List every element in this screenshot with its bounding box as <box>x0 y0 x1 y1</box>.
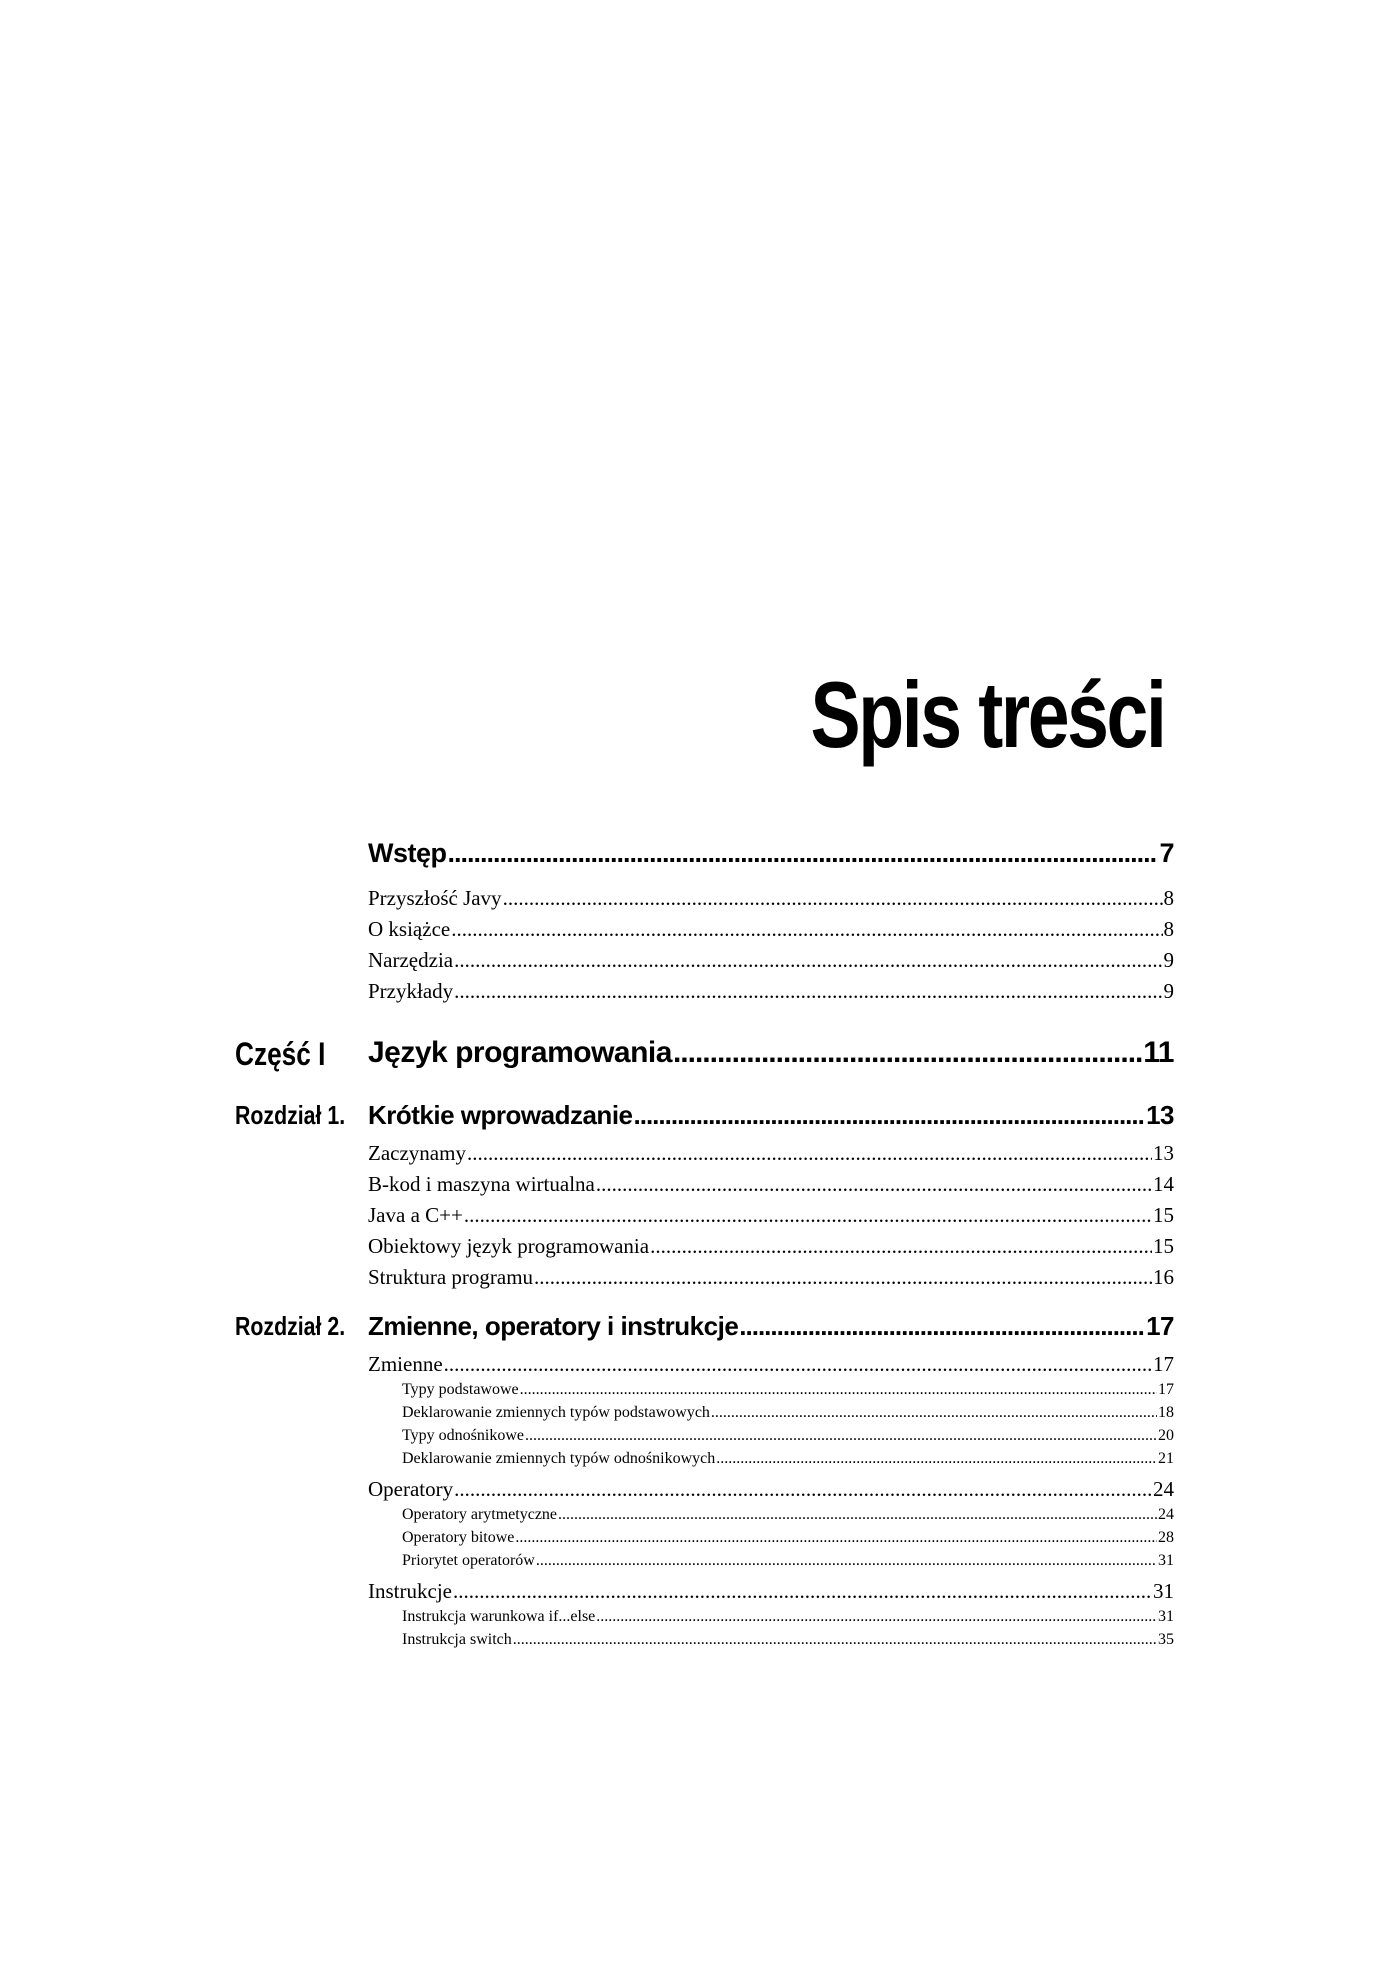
toc-leader-dots <box>453 1579 1152 1604</box>
toc-subentry[interactable] <box>402 1552 1174 1570</box>
toc-leader-dots <box>513 1631 1157 1649</box>
toc-entry-title: Język programowania <box>368 1036 672 1069</box>
toc-page-number: 21 <box>1158 1450 1174 1467</box>
toc-entry[interactable] <box>368 1477 1174 1502</box>
toc-entry[interactable] <box>368 1141 1174 1166</box>
toc-leader-dots <box>454 1477 1152 1502</box>
toc-leader-dots <box>716 1450 1157 1468</box>
toc-entry-title: Narzędzia <box>368 948 454 972</box>
chapter-label: Rozdział 1. <box>235 1100 346 1130</box>
toc-entry-title: Operatory arytmetyczne <box>402 1506 558 1523</box>
toc-page-number: 18 <box>1158 1404 1174 1421</box>
toc-entry[interactable] <box>368 1203 1174 1228</box>
toc-entry[interactable] <box>368 1172 1174 1197</box>
toc-page-number: 15 <box>1153 1234 1174 1258</box>
toc-page-number: 31 <box>1158 1552 1174 1569</box>
toc-leader-dots <box>536 1552 1157 1570</box>
toc-page-number: 13 <box>1146 1100 1174 1130</box>
toc-entry-title: Obiektowy język programowania <box>368 1234 650 1258</box>
toc-subentry[interactable] <box>402 1608 1174 1626</box>
toc-entry-title: Operatory bitowe <box>402 1529 515 1546</box>
toc-page-number: 9 <box>1163 979 1174 1003</box>
toc-subentry[interactable] <box>402 1427 1174 1445</box>
toc-leader-dots <box>673 1036 1142 1070</box>
toc-entry-title: Instrukcja warunkowa if...else <box>402 1608 596 1625</box>
toc-entry[interactable] <box>368 948 1174 973</box>
toc-page-number: 13 <box>1153 1141 1174 1165</box>
toc-leader-dots <box>444 1352 1152 1377</box>
toc-page-number: 24 <box>1158 1506 1174 1523</box>
toc-entry-title: Zaczynamy <box>368 1141 466 1165</box>
toc-entry-part-1[interactable] <box>368 1036 1174 1070</box>
toc-entry-title: Krótkie wprowadzanie <box>368 1100 633 1130</box>
toc-entry-title: Zmienne <box>368 1352 443 1376</box>
toc-page-number: 11 <box>1143 1036 1174 1069</box>
toc-entry-title: Zmienne, operatory i instrukcje <box>368 1311 739 1341</box>
toc-subentry[interactable] <box>402 1506 1174 1524</box>
toc-page-number: 31 <box>1153 1579 1174 1603</box>
toc-leader-dots <box>454 979 1162 1004</box>
toc-leader-dots <box>448 838 1159 869</box>
toc-leader-dots <box>454 948 1162 973</box>
toc-page-number: 20 <box>1158 1427 1174 1444</box>
toc-leader-dots <box>503 886 1163 911</box>
toc-entry-title: Przyszłość Javy <box>368 886 502 910</box>
toc-entry-wstep[interactable] <box>368 838 1174 869</box>
toc-page-number: 14 <box>1153 1172 1174 1196</box>
toc-page-number: 8 <box>1163 917 1174 941</box>
toc-entry-title: Wstęp <box>368 838 447 868</box>
toc-entry-title: Przykłady <box>368 979 454 1003</box>
toc-entry-title: B-kod i maszyna wirtualna <box>368 1172 595 1196</box>
toc-leader-dots <box>596 1608 1157 1626</box>
toc-page-number: 17 <box>1153 1352 1174 1376</box>
toc-entry-title: Deklarowanie zmiennych typów podstawowych <box>402 1404 710 1421</box>
toc-page-number: 35 <box>1158 1631 1174 1648</box>
toc-entry-title: Typy odnośnikowe <box>402 1427 524 1444</box>
toc-entry[interactable] <box>368 1234 1174 1259</box>
toc-leader-dots <box>467 1141 1152 1166</box>
toc-entry-title: Java a C++ <box>368 1203 463 1227</box>
toc-leader-dots <box>650 1234 1152 1259</box>
toc-subentry[interactable] <box>402 1450 1174 1468</box>
toc-entry-title: Struktura programu <box>368 1265 534 1289</box>
toc-entry-chapter-2[interactable] <box>368 1311 1174 1342</box>
toc-page-number: 7 <box>1159 838 1174 868</box>
toc-page-number: 17 <box>1146 1311 1174 1341</box>
toc-leader-dots <box>711 1404 1157 1422</box>
toc-leader-dots <box>634 1100 1146 1131</box>
toc-entry-title: Priorytet operatorów <box>402 1552 535 1569</box>
toc-subentry[interactable] <box>402 1404 1174 1422</box>
toc-page-number: 28 <box>1158 1529 1174 1546</box>
toc-entry-chapter-1[interactable] <box>368 1100 1174 1131</box>
toc-leader-dots <box>558 1506 1157 1524</box>
toc-leader-dots <box>451 917 1162 942</box>
toc-subentry[interactable] <box>402 1631 1174 1649</box>
toc-page-number: 24 <box>1153 1477 1174 1501</box>
toc-entry[interactable] <box>368 1352 1174 1377</box>
toc-page-number: 8 <box>1163 886 1174 910</box>
toc-entry[interactable] <box>368 1579 1174 1604</box>
toc-entry-title: Instrukcje <box>368 1579 452 1603</box>
toc-entry[interactable] <box>368 886 1174 911</box>
page-title: Spis treści <box>810 662 1164 767</box>
toc-entry-title: O książce <box>368 917 451 941</box>
toc-page-number: 16 <box>1153 1265 1174 1289</box>
toc-entry[interactable] <box>368 917 1174 942</box>
toc-page-number: 9 <box>1163 948 1174 972</box>
toc-entry[interactable] <box>368 1265 1174 1290</box>
toc-subentry[interactable] <box>402 1381 1174 1399</box>
toc-entry[interactable] <box>368 979 1174 1004</box>
toc-entry-title: Operatory <box>368 1477 454 1501</box>
toc-entry-title: Instrukcja switch <box>402 1631 512 1648</box>
toc-leader-dots <box>534 1265 1152 1290</box>
toc-leader-dots <box>596 1172 1152 1197</box>
toc-page-number: 17 <box>1158 1381 1174 1398</box>
toc-leader-dots <box>515 1529 1157 1547</box>
part-label: Część I <box>235 1036 326 1072</box>
toc-leader-dots <box>520 1381 1157 1399</box>
toc-leader-dots <box>464 1203 1152 1228</box>
toc-entry-title: Deklarowanie zmiennych typów odnośnikowych <box>402 1450 716 1467</box>
toc-page-number: 15 <box>1153 1203 1174 1227</box>
toc-entry-title: Typy podstawowe <box>402 1381 519 1398</box>
toc-subentry[interactable] <box>402 1529 1174 1547</box>
toc-leader-dots <box>525 1427 1157 1445</box>
toc-page-number: 31 <box>1158 1608 1174 1625</box>
toc-leader-dots <box>739 1311 1145 1342</box>
chapter-label: Rozdział 2. <box>235 1311 346 1341</box>
